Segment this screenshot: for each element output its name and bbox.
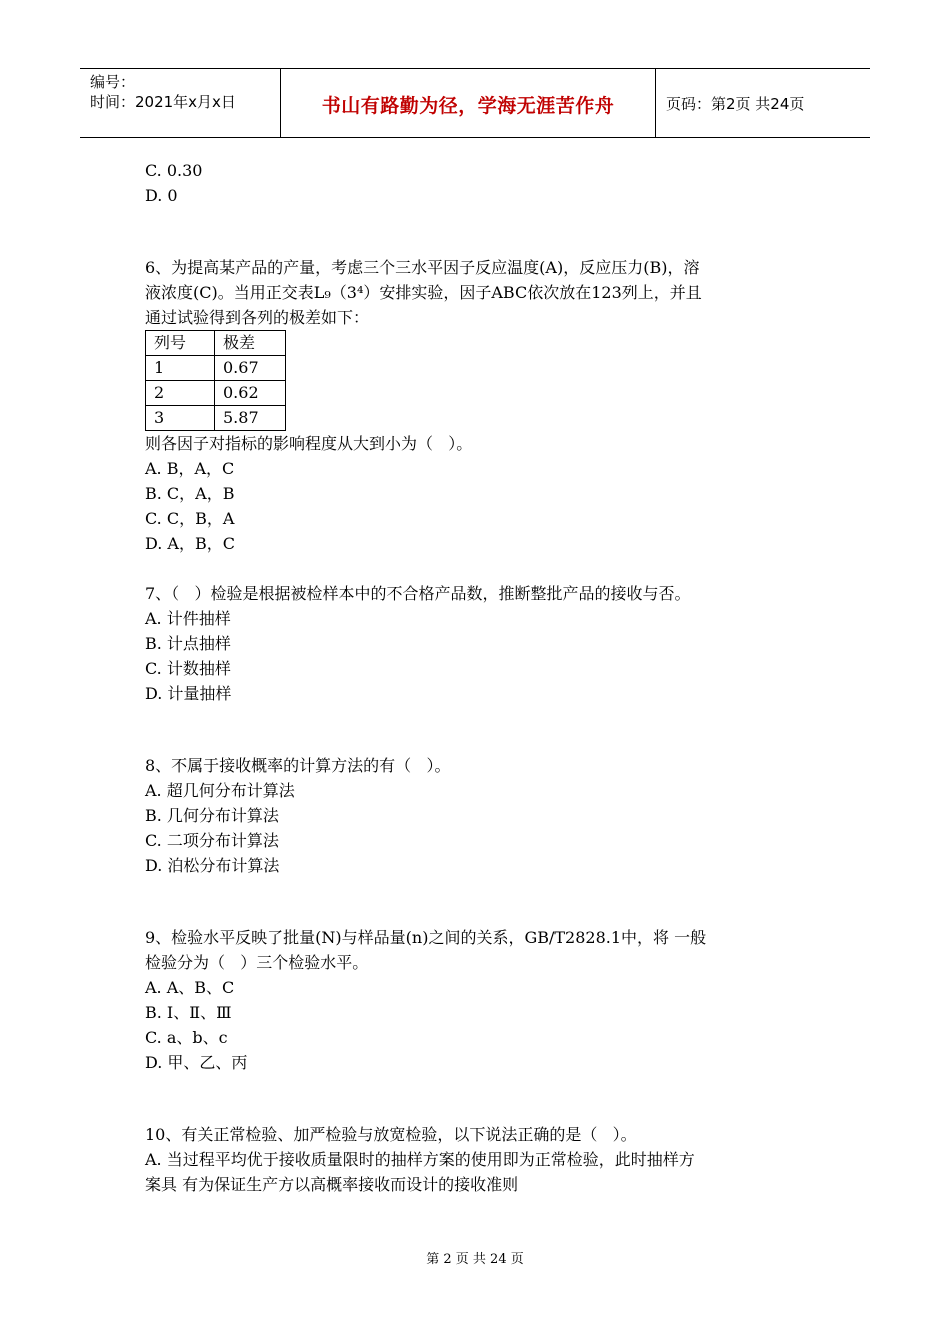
option-a: A. 当过程平均优于接收质量限时的抽样方案的使用即为正常检验，此时抽样方: [145, 1150, 695, 1169]
question-stem: 9、检验水平反映了批量(N)与样品量(n)之间的关系，GB/T2828.1中，将 一般: [145, 928, 707, 947]
table-header-row: [146, 331, 286, 356]
document-number-label: 编号：: [90, 73, 136, 91]
option-a: A. A、B、C: [145, 978, 235, 997]
question-prompt: 则各因子对指标的影响程度从大到小为（ ）。: [145, 434, 473, 453]
question-8: [145, 753, 815, 878]
option-d: D. A，B，C: [145, 534, 235, 553]
question-stem: 7、（ ）检验是根据被检样本中的不合格产品数，推断整批产品的接收与否。: [145, 584, 691, 603]
option-c: C. a、b、c: [145, 1028, 228, 1047]
option-a-continued: 案具 有为保证生产方以高概率接收而设计的接收准则: [145, 1175, 519, 1194]
option-b: B. Ⅰ、Ⅱ、Ⅲ: [145, 1003, 232, 1022]
option-d: D. 甲、乙、丙: [145, 1053, 248, 1072]
range-table: [145, 330, 286, 431]
option-d: D. 计量抽样: [145, 684, 232, 703]
question-5-tail: [145, 158, 815, 208]
table-cell: 0.62: [215, 381, 286, 406]
page-footer: 第 2 页 共 24 页: [426, 1252, 524, 1267]
table-cell: 5.87: [215, 406, 286, 431]
option-a: A. B，A，C: [145, 459, 235, 478]
question-stem: 8、不属于接收概率的计算方法的有（ ）。: [145, 756, 451, 775]
table-row: [146, 356, 286, 381]
question-stem: 10、有关正常检验、加严检验与放宽检验，以下说法正确的是（ ）。: [145, 1125, 637, 1144]
table-header-cell: 列号: [146, 331, 215, 356]
question-10: [145, 1122, 815, 1197]
question-9: [145, 925, 815, 1075]
table-cell: 1: [146, 356, 215, 381]
option-b: B. 计点抽样: [145, 634, 231, 653]
header-meta-cell: [80, 69, 280, 137]
document-body: [145, 158, 815, 1197]
header-page-cell: [656, 69, 870, 137]
table-row: [146, 406, 286, 431]
option-a: A. 计件抽样: [145, 609, 231, 628]
question-stem: 6、为提高某产品的产量，考虑三个三水平因子反应温度(A)，反应压力(B)，溶: [145, 258, 700, 277]
option-b: B. 几何分布计算法: [145, 806, 279, 825]
question-stem: 通过试验得到各列的极差如下：: [145, 308, 370, 327]
table-cell: 3: [146, 406, 215, 431]
option-b: B. C，A，B: [145, 484, 235, 503]
question-7: [145, 581, 815, 706]
motto-text: 书山有路勤为径，学海无涯苦作舟: [321, 95, 615, 117]
table-header-cell: 极差: [215, 331, 286, 356]
question-stem: 检验分为（ ）三个检验水平。: [145, 953, 369, 972]
option-d: D. 0: [145, 186, 178, 205]
table-row: [146, 381, 286, 406]
table-cell: 2: [146, 381, 215, 406]
page-info: 页码：第2页 共24页: [666, 95, 805, 113]
header-motto-cell: [280, 69, 656, 137]
option-d: D. 泊松分布计算法: [145, 856, 280, 875]
option-c: C. 计数抽样: [145, 659, 231, 678]
document-time-label: 时间：2021年x月x日: [90, 93, 236, 111]
question-stem: 液浓度(C)。当用正交表L₉（3⁴）安排实验，因子ABC依次放在123列上，并且: [145, 283, 702, 302]
question-6: [145, 255, 815, 556]
page-header: [80, 68, 870, 138]
option-a: A. 超几何分布计算法: [145, 781, 295, 800]
option-c: C. C，B，A: [145, 509, 235, 528]
option-c: C. 0.30: [145, 161, 203, 180]
option-c: C. 二项分布计算法: [145, 831, 279, 850]
table-cell: 0.67: [215, 356, 286, 381]
